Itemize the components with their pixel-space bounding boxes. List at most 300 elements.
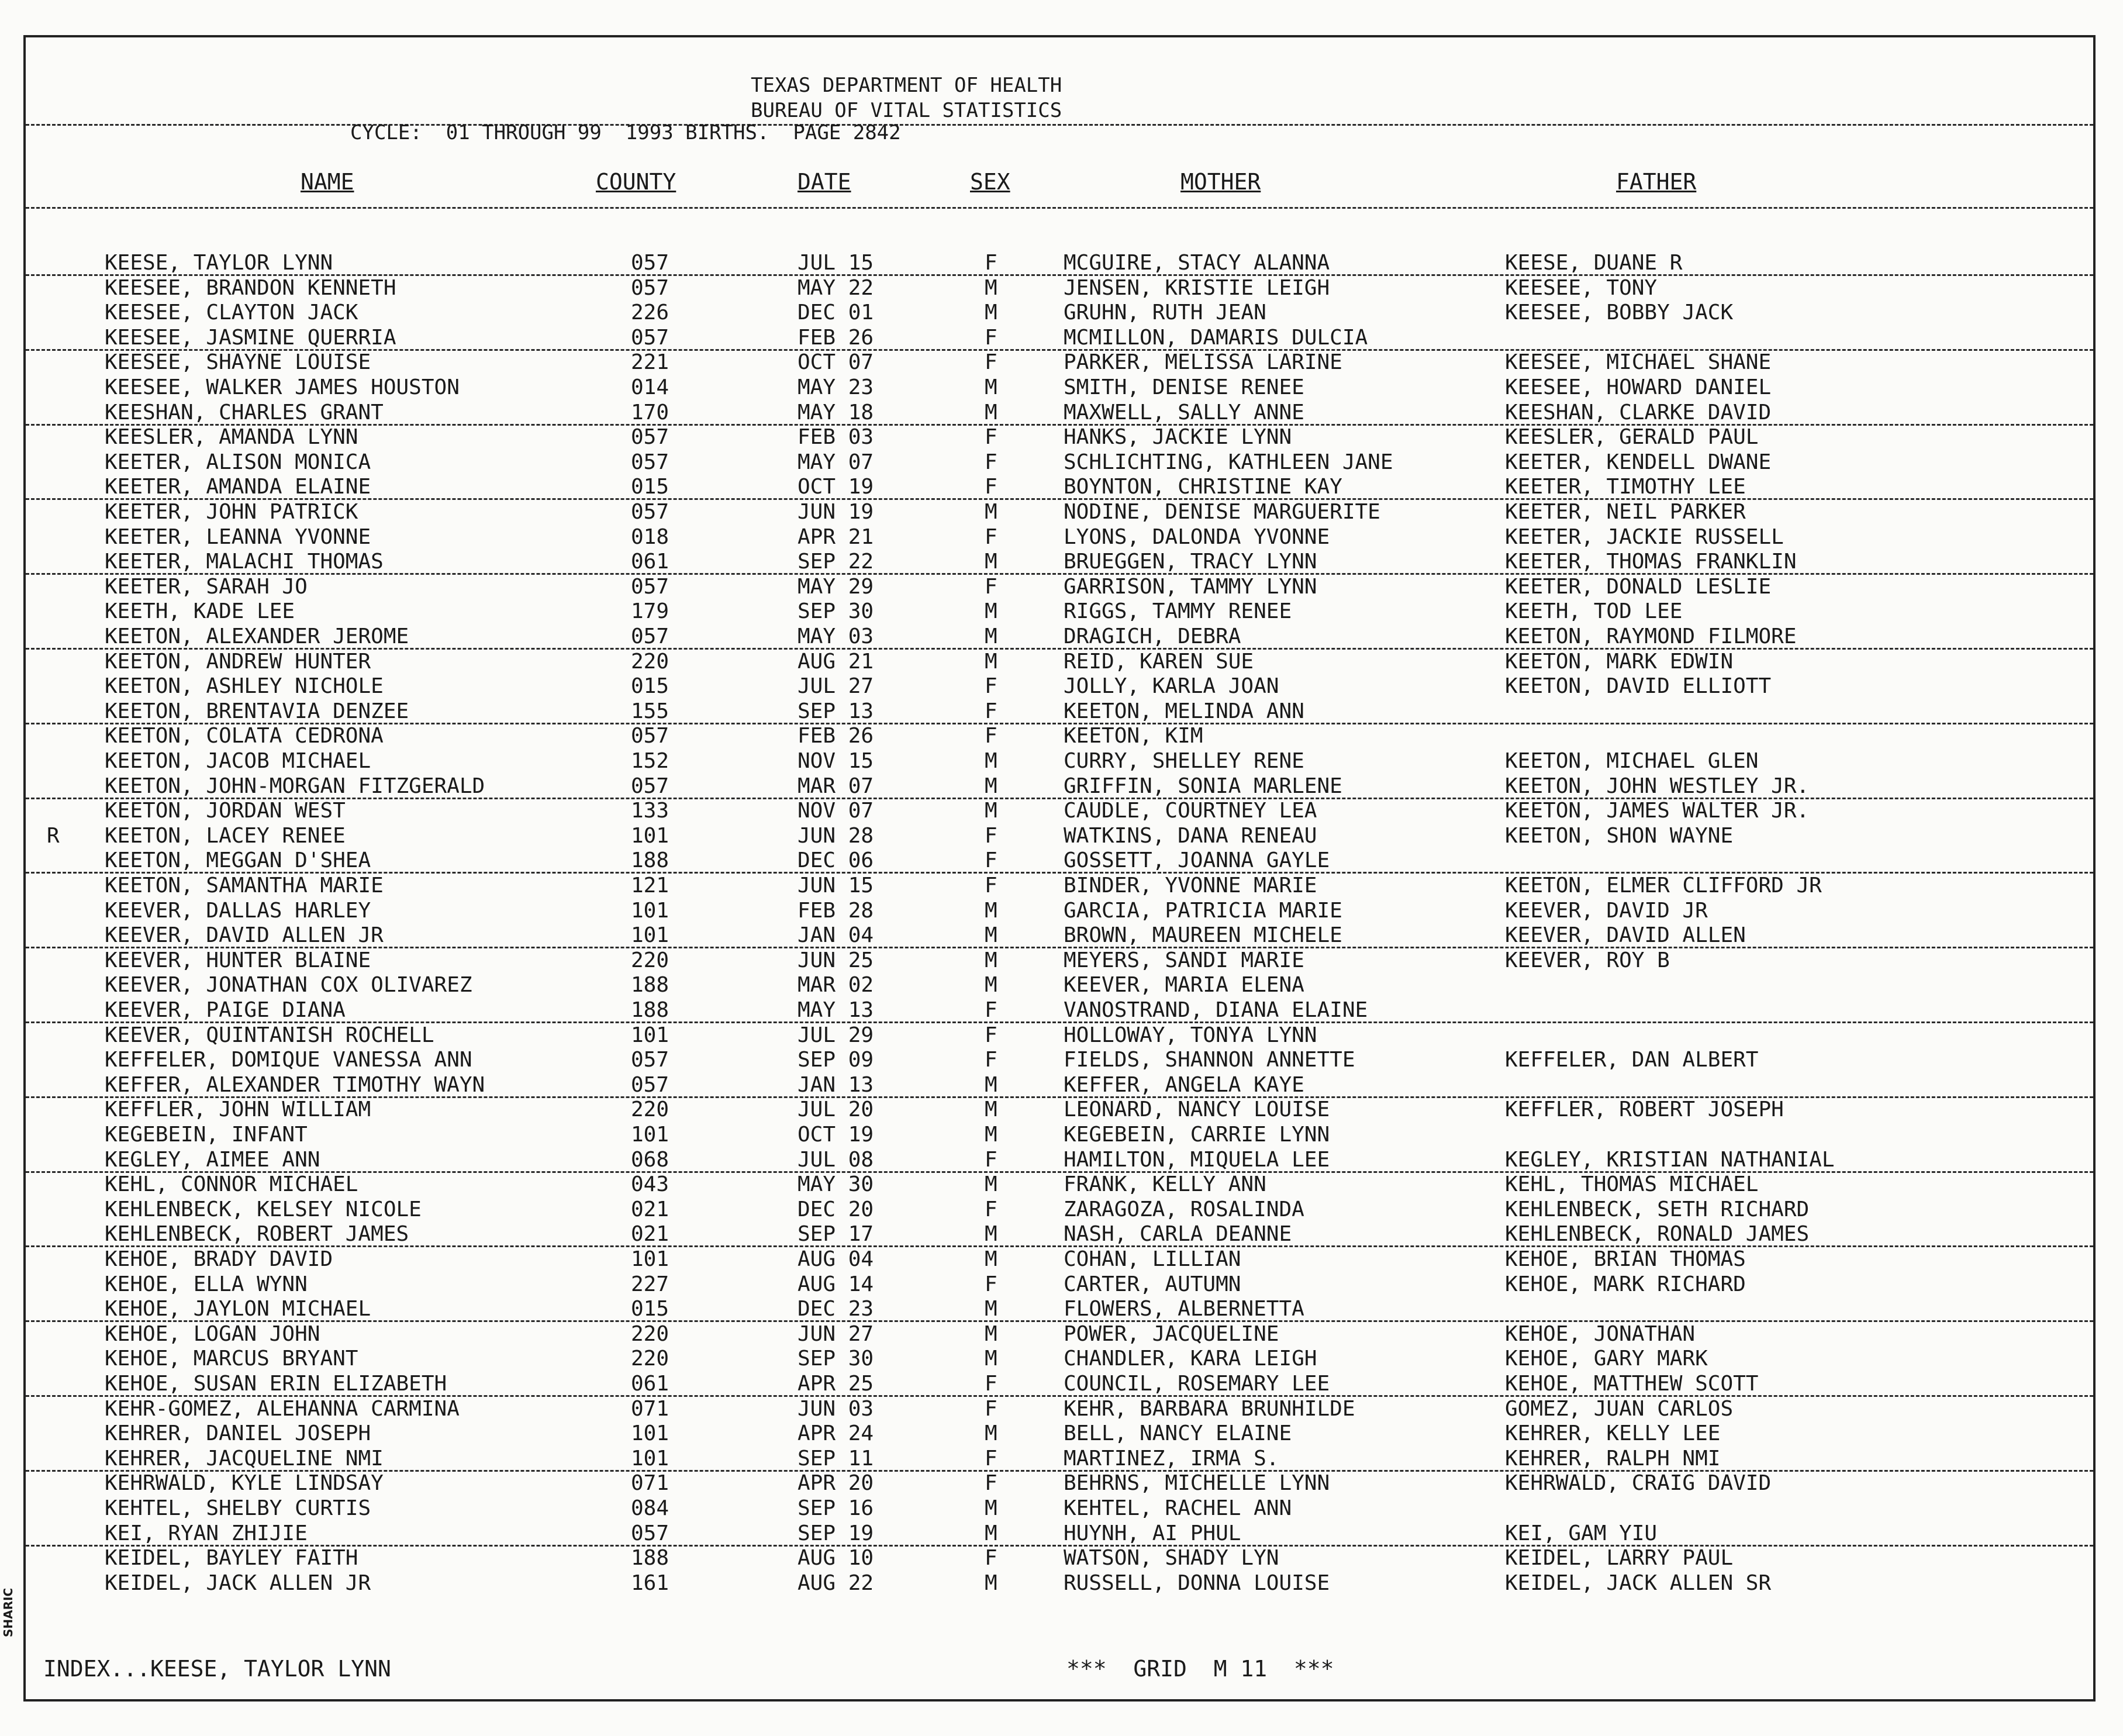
- table-row: [26, 401, 2093, 425]
- cell-date: AUG 22: [798, 1571, 874, 1595]
- cell-sex: F: [985, 450, 997, 474]
- cell-father: KEETH, TOD LEE: [1505, 599, 1683, 624]
- table-row: [26, 824, 2093, 848]
- cell-mother: BROWN, MAUREEN MICHELE: [1064, 923, 1342, 948]
- cell-father: KEETON, DAVID ELLIOTT: [1505, 674, 1772, 699]
- cell-sex: M: [985, 624, 997, 648]
- cell-mother: KEETON, KIM: [1064, 724, 1203, 748]
- cell-county: 188: [631, 998, 669, 1022]
- table-row: [26, 650, 2093, 674]
- cell-date: DEC 01: [798, 301, 874, 325]
- cell-date: OCT 19: [798, 1123, 874, 1147]
- cell-mother: HUYNH, AI PHUL: [1064, 1521, 1241, 1545]
- cell-mother: DRAGICH, DEBRA: [1064, 624, 1241, 648]
- table-row: [26, 525, 2093, 550]
- cell-father: KEESEE, BOBBY JACK: [1505, 301, 1734, 325]
- cell-father: KEFFLER, ROBERT JOSEPH: [1505, 1097, 1784, 1122]
- cell-name: KEESEE, BRANDON KENNETH: [105, 275, 396, 300]
- cell-sex: M: [985, 1247, 997, 1271]
- cell-name: KEEVER, HUNTER BLAINE: [105, 948, 371, 972]
- cell-father: KEHLENBECK, SETH RICHARD: [1505, 1197, 1810, 1221]
- cell-father: KEFFELER, DAN ALBERT: [1505, 1048, 1759, 1072]
- cell-sex: F: [985, 325, 997, 350]
- cell-father: KEETON, RAYMOND FILMORE: [1505, 624, 1797, 648]
- cell-county: 057: [631, 1072, 669, 1097]
- table-row: [26, 1421, 2093, 1446]
- cell-mother: KEEVER, MARIA ELENA: [1064, 973, 1304, 998]
- cell-sex: M: [985, 649, 997, 674]
- cell-county: 061: [631, 1372, 669, 1396]
- cell-sex: F: [985, 425, 997, 450]
- cell-sex: F: [985, 1197, 997, 1221]
- cell-name: KEEVER, DALLAS HARLEY: [105, 898, 371, 923]
- cell-mother: KEFFER, ANGELA KAYE: [1064, 1072, 1304, 1097]
- table-row: [26, 874, 2093, 898]
- cell-sex: M: [985, 599, 997, 624]
- table-row: [26, 1471, 2093, 1496]
- cell-name: KEETH, KADE LEE: [105, 599, 295, 624]
- cell-sex: M: [985, 1521, 997, 1545]
- cell-name: KEETER, MALACHI THOMAS: [105, 550, 384, 574]
- cell-father: KEESEE, TONY: [1505, 275, 1658, 300]
- cell-name: KEESEE, SHAYNE LOUISE: [105, 350, 371, 375]
- cell-sex: F: [985, 251, 997, 275]
- cell-county: 101: [631, 823, 669, 848]
- cell-date: DEC 06: [798, 848, 874, 873]
- cell-name: KEHR-GOMEZ, ALEHANNA CARMINA: [105, 1396, 460, 1421]
- table-row: [26, 1571, 2093, 1596]
- table-row: [26, 301, 2093, 325]
- table-row: [26, 1048, 2093, 1072]
- table-row: [26, 699, 2093, 724]
- cell-sex: F: [985, 1272, 997, 1296]
- cell-county: 220: [631, 948, 669, 972]
- cell-mother: KEHR, BARBARA BRUNHILDE: [1064, 1396, 1355, 1421]
- cell-county: 101: [631, 923, 669, 948]
- table-row: [26, 624, 2093, 649]
- cell-father: KEETER, THOMAS FRANKLIN: [1505, 550, 1797, 574]
- cell-father: KEETON, MARK EDWIN: [1505, 649, 1734, 674]
- cell-county: 057: [631, 500, 669, 524]
- cell-mother: NODINE, DENISE MARGUERITE: [1064, 500, 1380, 524]
- cell-father: KEHOE, MATTHEW SCOTT: [1505, 1372, 1759, 1396]
- cell-date: DEC 23: [798, 1297, 874, 1321]
- cell-name: KEETER, JOHN PATRICK: [105, 500, 358, 524]
- cell-father: KEESEE, HOWARD DANIEL: [1505, 375, 1772, 399]
- table-row: [26, 475, 2093, 499]
- table-row: [26, 799, 2093, 823]
- cell-mother: BELL, NANCY ELAINE: [1064, 1421, 1292, 1446]
- cell-date: JUL 27: [798, 674, 874, 699]
- cell-name: KEHLENBECK, ROBERT JAMES: [105, 1222, 409, 1247]
- table-row: [26, 749, 2093, 774]
- cell-date: AUG 21: [798, 649, 874, 674]
- cell-sex: M: [985, 774, 997, 798]
- cell-sex: M: [985, 1421, 997, 1446]
- cell-county: 220: [631, 1321, 669, 1346]
- cell-name: KEGLEY, AIMEE ANN: [105, 1147, 320, 1172]
- table-row: [26, 1372, 2093, 1396]
- cell-father: KEETER, NEIL PARKER: [1505, 500, 1746, 524]
- cell-name: KEHRER, DANIEL JOSEPH: [105, 1421, 371, 1446]
- cell-mother: CHANDLER, KARA LEIGH: [1064, 1347, 1317, 1371]
- cell-mother: BRUEGGEN, TRACY LYNN: [1064, 550, 1317, 574]
- cell-date: MAY 22: [798, 275, 874, 300]
- cell-name: KEHOE, LOGAN JOHN: [105, 1321, 320, 1346]
- cell-county: 101: [631, 898, 669, 923]
- table-row: [26, 350, 2093, 375]
- cell-sex: M: [985, 1072, 997, 1097]
- cell-father: KEETER, JACKIE RUSSELL: [1505, 524, 1784, 549]
- table-row: [26, 425, 2093, 450]
- cell-name: KEHOE, SUSAN ERIN ELIZABETH: [105, 1372, 447, 1396]
- cell-date: SEP 22: [798, 550, 874, 574]
- cell-mother: CAUDLE, COURTNEY LEA: [1064, 799, 1317, 823]
- cell-mother: ZARAGOZA, ROSALINDA: [1064, 1197, 1304, 1221]
- cell-father: KEESEE, MICHAEL SHANE: [1505, 350, 1772, 375]
- table-row: [26, 1148, 2093, 1172]
- cell-mother: KEETON, MELINDA ANN: [1064, 699, 1304, 723]
- cell-date: JUN 15: [798, 874, 874, 898]
- cell-date: SEP 16: [798, 1496, 874, 1520]
- cell-county: 057: [631, 574, 669, 599]
- cell-name: KEETER, AMANDA ELAINE: [105, 475, 371, 499]
- footer-grid: *** GRID M 11 ***: [1066, 1656, 1334, 1682]
- cell-date: JUL 20: [798, 1097, 874, 1122]
- cell-mother: WATSON, SHADY LYN: [1064, 1546, 1279, 1571]
- cell-sex: F: [985, 524, 997, 549]
- cell-name: KEHOE, ELLA WYNN: [105, 1272, 308, 1296]
- cell-name: KEHTEL, SHELBY CURTIS: [105, 1496, 371, 1520]
- cell-sex: M: [985, 1097, 997, 1122]
- cell-mother: GRUHN, RUTH JEAN: [1064, 301, 1266, 325]
- cell-mother: HANKS, JACKIE LYNN: [1064, 425, 1292, 450]
- cell-county: 061: [631, 550, 669, 574]
- cell-date: AUG 14: [798, 1272, 874, 1296]
- cell-father: KEI, GAM YIU: [1505, 1521, 1658, 1545]
- cell-date: AUG 04: [798, 1247, 874, 1271]
- cell-date: JUN 28: [798, 823, 874, 848]
- cell-name: KEETON, ASHLEY NICHOLE: [105, 674, 384, 699]
- cell-date: MAY 30: [798, 1172, 874, 1197]
- cell-sex: M: [985, 1496, 997, 1520]
- cell-date: MAR 07: [798, 774, 874, 798]
- cell-sex: M: [985, 400, 997, 424]
- cell-mother: JENSEN, KRISTIE LEIGH: [1064, 275, 1330, 300]
- cell-sex: M: [985, 301, 997, 325]
- cell-father: KEEVER, ROY B: [1505, 948, 1670, 972]
- cell-date: SEP 11: [798, 1446, 874, 1471]
- cell-father: KEETER, DONALD LESLIE: [1505, 574, 1772, 599]
- cell-sex: M: [985, 375, 997, 399]
- cell-name: KEETER, LEANNA YVONNE: [105, 524, 371, 549]
- cell-date: APR 21: [798, 524, 874, 549]
- cell-father: KEETON, MICHAEL GLEN: [1505, 749, 1759, 773]
- cell-date: JUL 08: [798, 1147, 874, 1172]
- cell-mother: MCMILLON, DAMARIS DULCIA: [1064, 325, 1368, 350]
- cell-county: 015: [631, 1297, 669, 1321]
- cell-sex: F: [985, 574, 997, 599]
- cell-county: 170: [631, 400, 669, 424]
- cell-sex: F: [985, 475, 997, 499]
- cell-date: JUL 29: [798, 1023, 874, 1047]
- cell-sex: M: [985, 275, 997, 300]
- cell-mother: GARRISON, TAMMY LYNN: [1064, 574, 1317, 599]
- cell-date: MAY 29: [798, 574, 874, 599]
- cell-mother: REID, KAREN SUE: [1064, 649, 1254, 674]
- cell-date: SEP 09: [798, 1048, 874, 1072]
- cycle-line: CYCLE: 01 THROUGH 99 1993 BIRTHS. PAGE 2842: [350, 121, 901, 144]
- col-header-date: DATE: [798, 169, 851, 195]
- cell-mother: FLOWERS, ALBERNETTA: [1064, 1297, 1304, 1321]
- cell-date: MAY 18: [798, 400, 874, 424]
- cell-mother: BINDER, YVONNE MARIE: [1064, 874, 1317, 898]
- table-row: [26, 375, 2093, 400]
- cell-name: KEGEBEIN, INFANT: [105, 1123, 308, 1147]
- table-row: [26, 1023, 2093, 1048]
- cell-sex: M: [985, 1222, 997, 1247]
- cell-county: 226: [631, 301, 669, 325]
- cell-mother: RIGGS, TAMMY RENEE: [1064, 599, 1292, 624]
- table-row: [26, 1172, 2093, 1197]
- cell-father: KEHOE, MARK RICHARD: [1505, 1272, 1746, 1296]
- cell-name: KEEVER, DAVID ALLEN JR: [105, 923, 384, 948]
- cell-county: 071: [631, 1471, 669, 1496]
- table-row: [26, 724, 2093, 748]
- cell-sex: M: [985, 948, 997, 972]
- cell-sex: M: [985, 799, 997, 823]
- table-row: [26, 1322, 2093, 1347]
- cell-date: OCT 19: [798, 475, 874, 499]
- cell-mother: COUNCIL, ROSEMARY LEE: [1064, 1372, 1330, 1396]
- cell-name: KEI, RYAN ZHIJIE: [105, 1521, 308, 1545]
- cell-sex: F: [985, 724, 997, 748]
- cell-county: 071: [631, 1396, 669, 1421]
- cell-date: NOV 15: [798, 749, 874, 773]
- table-row: [26, 251, 2093, 275]
- cell-mother: LEONARD, NANCY LOUISE: [1064, 1097, 1330, 1122]
- cell-county: 188: [631, 973, 669, 998]
- table-row: [26, 1347, 2093, 1371]
- cell-county: 101: [631, 1446, 669, 1471]
- table-row: [26, 899, 2093, 923]
- cell-date: JUN 27: [798, 1321, 874, 1346]
- cell-father: KEHLENBECK, RONALD JAMES: [1505, 1222, 1810, 1247]
- cell-name: KEESHAN, CHARLES GRANT: [105, 400, 384, 424]
- cell-sex: M: [985, 1123, 997, 1147]
- cell-county: 021: [631, 1197, 669, 1221]
- cell-sex: M: [985, 1347, 997, 1371]
- cell-mother: MARTINEZ, IRMA S.: [1064, 1446, 1279, 1471]
- cell-county: 101: [631, 1023, 669, 1047]
- cell-county: 155: [631, 699, 669, 723]
- cell-sex: F: [985, 1446, 997, 1471]
- cell-county: 057: [631, 624, 669, 648]
- cell-father: KEHL, THOMAS MICHAEL: [1505, 1172, 1759, 1197]
- cell-sex: M: [985, 923, 997, 948]
- table-row: [26, 575, 2093, 599]
- cell-date: JUN 19: [798, 500, 874, 524]
- cell-date: FEB 26: [798, 325, 874, 350]
- header-title: TEXAS DEPARTMENT OF HEALTH: [751, 74, 1062, 97]
- table-row: [26, 923, 2093, 948]
- cell-mother: KEGEBEIN, CARRIE LYNN: [1064, 1123, 1330, 1147]
- cell-sex: M: [985, 1297, 997, 1321]
- table-row: [26, 1222, 2093, 1247]
- cell-mother: NASH, CARLA DEANNE: [1064, 1222, 1292, 1247]
- cell-father: KEETER, TIMOTHY LEE: [1505, 475, 1746, 499]
- cell-name: KEEVER, PAIGE DIANA: [105, 998, 346, 1022]
- cell-mother: RUSSELL, DONNA LOUISE: [1064, 1571, 1330, 1595]
- table-row: [26, 1272, 2093, 1297]
- col-header-father: FATHER: [1616, 169, 1697, 195]
- cell-date: DEC 20: [798, 1197, 874, 1221]
- cell-sex: F: [985, 1471, 997, 1496]
- cell-county: 220: [631, 1097, 669, 1122]
- cell-name: KEHRWALD, KYLE LINDSAY: [105, 1471, 384, 1496]
- cell-father: KEESE, DUANE R: [1505, 251, 1683, 275]
- cell-sex: M: [985, 973, 997, 998]
- cell-county: 101: [631, 1123, 669, 1147]
- cell-name: KEIDEL, BAYLEY FAITH: [105, 1546, 358, 1571]
- cell-father: KEIDEL, JACK ALLEN SR: [1505, 1571, 1772, 1595]
- table-row: [26, 1496, 2093, 1521]
- cell-county: 057: [631, 1048, 669, 1072]
- cell-mother: HAMILTON, MIQUELA LEE: [1064, 1147, 1330, 1172]
- cell-date: APR 25: [798, 1372, 874, 1396]
- cell-mother: GOSSETT, JOANNA GAYLE: [1064, 848, 1330, 873]
- cell-name: KEHRER, JACQUELINE NMI: [105, 1446, 384, 1471]
- cell-county: 057: [631, 724, 669, 748]
- table-row: [26, 1297, 2093, 1321]
- cell-date: JUN 03: [798, 1396, 874, 1421]
- cell-father: KEHRER, RALPH NMI: [1505, 1446, 1721, 1471]
- cell-sex: M: [985, 898, 997, 923]
- cell-sex: F: [985, 699, 997, 723]
- table-row: [26, 1447, 2093, 1471]
- cell-date: MAY 23: [798, 375, 874, 399]
- cell-date: MAY 07: [798, 450, 874, 474]
- cell-sex: F: [985, 1048, 997, 1072]
- cell-mother: KEHTEL, RACHEL ANN: [1064, 1496, 1292, 1520]
- cell-name: KEETON, JORDAN WEST: [105, 799, 346, 823]
- cell-name: KEETER, SARAH JO: [105, 574, 308, 599]
- cell-county: 179: [631, 599, 669, 624]
- cell-mother: COHAN, LILLIAN: [1064, 1247, 1241, 1271]
- cell-name: KEHOE, BRADY DAVID: [105, 1247, 333, 1271]
- cell-sex: F: [985, 1372, 997, 1396]
- cell-name: KEFFLER, JOHN WILLIAM: [105, 1097, 371, 1122]
- cell-sex: M: [985, 749, 997, 773]
- cell-date: FEB 03: [798, 425, 874, 450]
- cell-mother: BEHRNS, MICHELLE LYNN: [1064, 1471, 1330, 1496]
- cell-mother: MEYERS, SANDI MARIE: [1064, 948, 1304, 972]
- cell-name: KEETER, ALISON MONICA: [105, 450, 371, 474]
- cell-father: KEEVER, DAVID ALLEN: [1505, 923, 1746, 948]
- cell-name: KEFFELER, DOMIQUE VANESSA ANN: [105, 1048, 472, 1072]
- table-row: [26, 1197, 2093, 1222]
- cell-father: KEETER, KENDELL DWANE: [1505, 450, 1772, 474]
- cell-county: 220: [631, 649, 669, 674]
- cell-flag: R: [47, 823, 60, 848]
- cell-father: KEHOE, GARY MARK: [1505, 1347, 1708, 1371]
- table-row: [26, 1521, 2093, 1546]
- col-header-mother: MOTHER: [1180, 169, 1261, 195]
- cell-county: 015: [631, 475, 669, 499]
- cell-name: KEESEE, WALKER JAMES HOUSTON: [105, 375, 460, 399]
- table-row: [26, 1247, 2093, 1272]
- cell-date: SEP 13: [798, 699, 874, 723]
- cell-father: KEHOE, BRIAN THOMAS: [1505, 1247, 1746, 1271]
- table-row: [26, 599, 2093, 624]
- cell-mother: PARKER, MELISSA LARINE: [1064, 350, 1342, 375]
- cell-mother: CARTER, AUTUMN: [1064, 1272, 1241, 1296]
- cell-date: SEP 30: [798, 599, 874, 624]
- cell-county: 057: [631, 275, 669, 300]
- cell-father: KEETON, JAMES WALTER JR.: [1505, 799, 1810, 823]
- cell-date: APR 24: [798, 1421, 874, 1446]
- side-label: SHARIC: [1, 1587, 15, 1637]
- cell-father: KEETON, JOHN WESTLEY JR.: [1505, 774, 1810, 798]
- cell-county: 068: [631, 1147, 669, 1172]
- cell-county: 221: [631, 350, 669, 375]
- cell-father: KEETON, ELMER CLIFFORD JR: [1505, 874, 1822, 898]
- cell-mother: LYONS, DALONDA YVONNE: [1064, 524, 1330, 549]
- cell-mother: MAXWELL, SALLY ANNE: [1064, 400, 1304, 424]
- cell-county: 057: [631, 251, 669, 275]
- table-row: [26, 973, 2093, 998]
- cell-date: SEP 30: [798, 1347, 874, 1371]
- cell-mother: GARCIA, PATRICIA MARIE: [1064, 898, 1342, 923]
- cell-sex: M: [985, 1571, 997, 1595]
- table-row: [26, 1546, 2093, 1571]
- cell-sex: F: [985, 848, 997, 873]
- cell-name: KEETON, JACOB MICHAEL: [105, 749, 371, 773]
- cell-mother: JOLLY, KARLA JOAN: [1064, 674, 1279, 699]
- cell-mother: FRANK, KELLY ANN: [1064, 1172, 1266, 1197]
- cell-county: 101: [631, 1421, 669, 1446]
- cell-county: 227: [631, 1272, 669, 1296]
- cell-county: 152: [631, 749, 669, 773]
- cell-name: KEETON, MEGGAN D'SHEA: [105, 848, 371, 873]
- cell-county: 043: [631, 1172, 669, 1197]
- table-row: [26, 550, 2093, 574]
- header-rule: [26, 124, 2093, 126]
- cell-father: KEESHAN, CLARKE DAVID: [1505, 400, 1772, 424]
- cell-county: 021: [631, 1222, 669, 1247]
- table-row: [26, 848, 2093, 873]
- cell-county: 101: [631, 1247, 669, 1271]
- cell-name: KEEVER, JONATHAN COX OLIVAREZ: [105, 973, 472, 998]
- cell-name: KEIDEL, JACK ALLEN JR: [105, 1571, 371, 1595]
- table-row: [26, 450, 2093, 475]
- cell-name: KEHLENBECK, KELSEY NICOLE: [105, 1197, 422, 1221]
- cell-date: AUG 10: [798, 1546, 874, 1571]
- cell-sex: F: [985, 350, 997, 375]
- cell-mother: BOYNTON, CHRISTINE KAY: [1064, 475, 1342, 499]
- cell-county: 188: [631, 848, 669, 873]
- cell-mother: VANOSTRAND, DIANA ELAINE: [1064, 998, 1368, 1022]
- cell-county: 057: [631, 425, 669, 450]
- cell-county: 057: [631, 774, 669, 798]
- table-row: [26, 276, 2093, 301]
- cell-county: 057: [631, 450, 669, 474]
- table-row: [26, 1097, 2093, 1122]
- cell-mother: POWER, JACQUELINE: [1064, 1321, 1279, 1346]
- cell-name: KEETON, SAMANTHA MARIE: [105, 874, 384, 898]
- cell-county: 084: [631, 1496, 669, 1520]
- cell-mother: HOLLOWAY, TONYA LYNN: [1064, 1023, 1317, 1047]
